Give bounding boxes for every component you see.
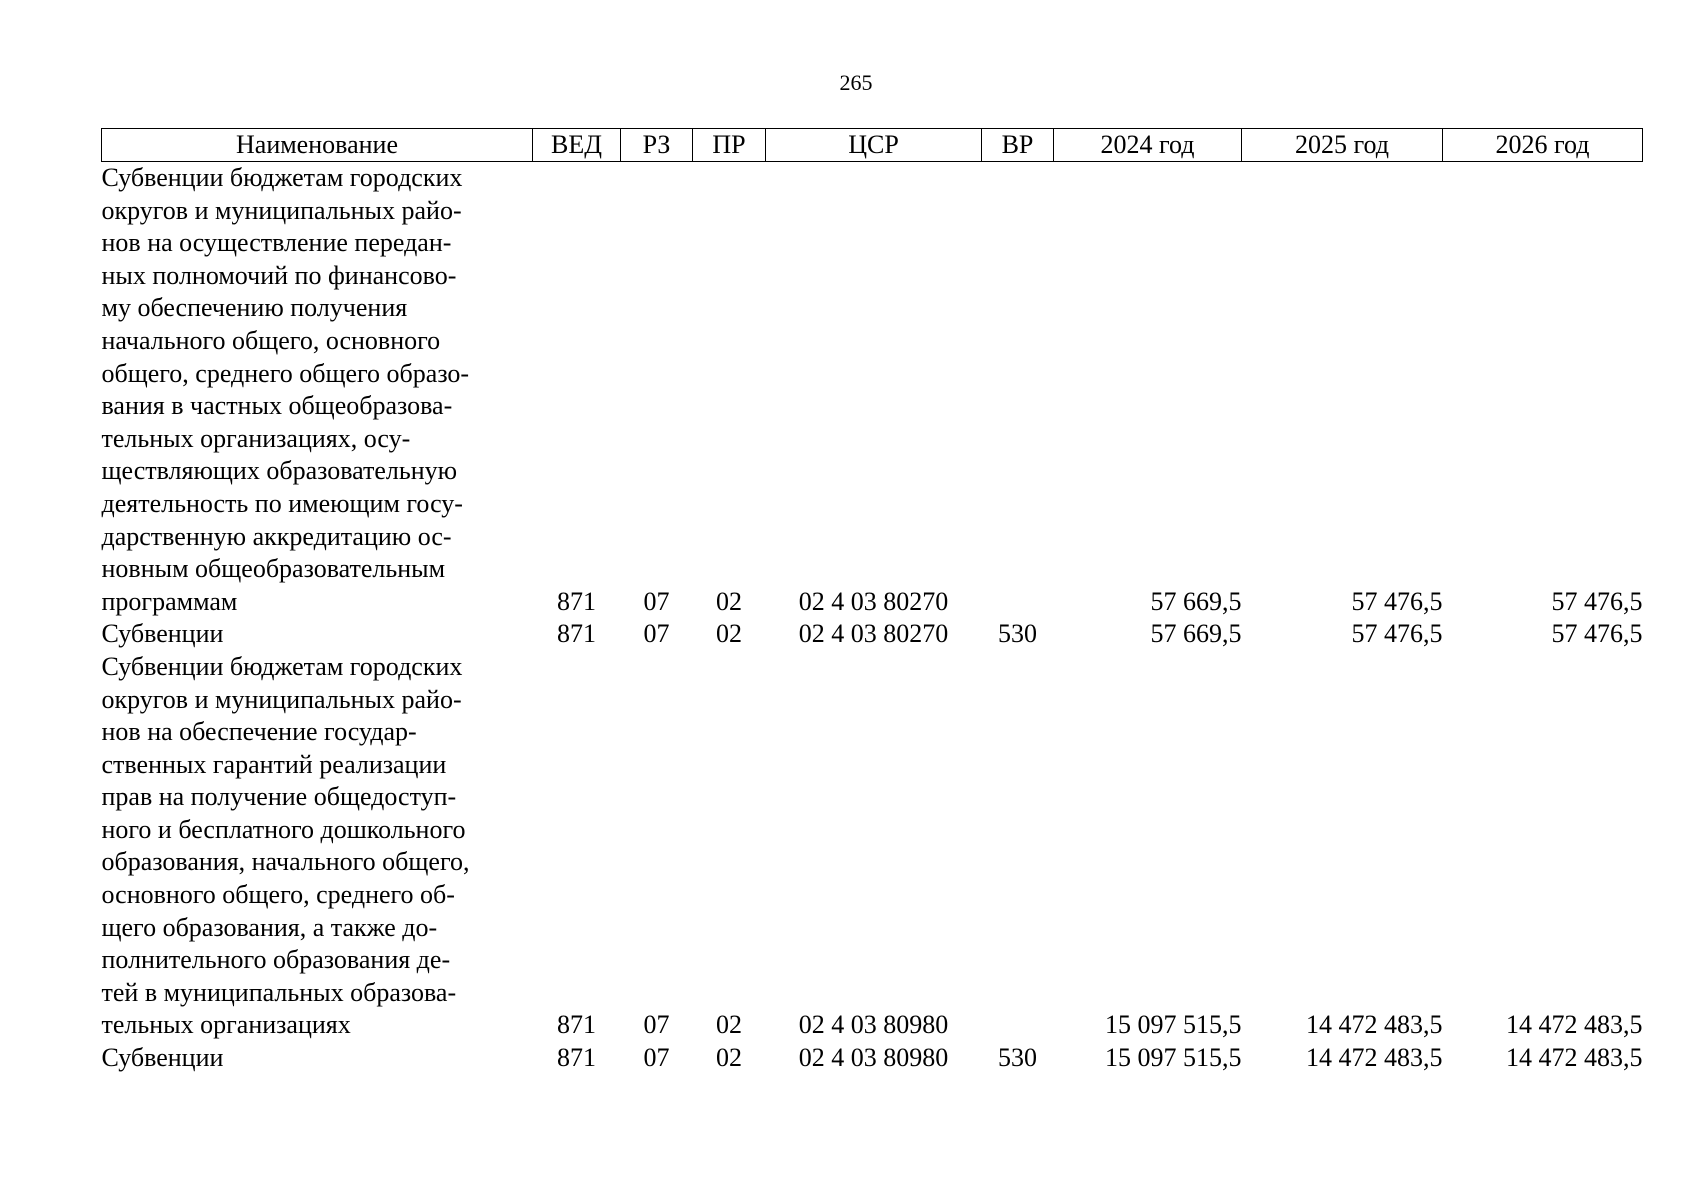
cell-y2025: 57 476,5 [1351,619,1443,649]
column-header-csr: ЦСР [766,129,982,162]
cell-y2026: 14 472 483,5 [1506,1010,1643,1040]
cell-y2024: 57 669,5 [1150,619,1242,649]
row-name-line: основного общего, среднего об- [101,880,455,910]
budget-table [101,128,1643,1075]
cell-y2025: 57 476,5 [1351,586,1443,616]
cell-ved: 871 [557,586,596,616]
column-header-rz: РЗ [621,129,693,162]
column-header-vr: ВР [982,129,1054,162]
row-name-line: му обеспечению получения [101,293,408,323]
row-name-line: щего образования, а также до- [101,912,438,942]
column-header-2024: 2024 год [1054,129,1242,162]
table-body [102,162,1643,1075]
table-row [102,618,1643,651]
column-header-ved: ВЕД [533,129,621,162]
row-name-cell [102,618,533,651]
row-name-line: нов на осуществление передан- [101,228,452,258]
cell-vr: 530 [998,1043,1037,1073]
row-name-line: Субвенции [101,619,224,649]
row-name-line: полнительного образования де- [101,945,451,975]
cell-rz: 07 [643,1043,670,1073]
cell-y2025: 14 472 483,5 [1306,1010,1443,1040]
cell-rz: 07 [643,1010,670,1040]
cell-csr: 02 4 03 80270 [798,586,949,616]
cell-vr [982,651,1054,1042]
cell-rz: 07 [643,619,670,649]
row-name-line: Субвенции бюджетам городских [101,163,463,192]
cell-y2024: 15 097 515,5 [1105,1043,1242,1073]
cell-rz: 07 [643,586,670,616]
row-name-line: программам [101,586,238,616]
row-name-cell [102,162,533,619]
row-name-line: прав на получение общедоступ- [101,782,457,812]
row-name-cell [102,651,533,1042]
row-name-line: ного и бесплатного дошкольного [101,814,466,844]
column-header-2025: 2025 год [1242,129,1443,162]
cell-y2026: 14 472 483,5 [1506,1043,1643,1073]
table-row [102,162,1643,619]
row-name-line: ственных гарантий реализации [101,749,447,779]
cell-csr: 02 4 03 80270 [798,619,949,649]
table-row [102,1042,1643,1075]
cell-pr: 02 [716,1010,742,1040]
cell-csr: 02 4 03 80980 [798,1043,949,1073]
table-row [102,651,1643,1042]
row-name-line: округов и муниципальных райо- [101,684,462,714]
cell-ved: 871 [557,1010,596,1040]
cell-ved: 871 [557,1043,596,1073]
row-name-line: дарственную аккредитацию ос- [101,521,452,551]
cell-pr: 02 [716,1043,742,1073]
row-name-line: вания в частных общеобразова- [101,391,453,421]
table-header-row [102,129,1643,162]
cell-csr: 02 4 03 80980 [798,1010,949,1040]
row-name-line: нов на обеспечение государ- [101,717,417,747]
row-name-line: тей в муниципальных образова- [101,977,457,1007]
cell-vr [982,162,1054,619]
row-name-line: тельных организациях [101,1010,351,1040]
column-header-2026: 2026 год [1443,129,1643,162]
row-name-line: деятельность по имеющим госу- [101,488,463,518]
row-name-line: ных полномочий по финансово- [101,260,457,290]
row-name-line: ществляющих образовательную [101,456,458,486]
page-number: 265 [839,70,873,95]
cell-y2026: 57 476,5 [1551,619,1643,649]
row-name-line: Субвенции [101,1043,224,1073]
row-name-line: начального общего, основного [101,325,441,355]
cell-y2025: 14 472 483,5 [1306,1043,1443,1073]
cell-ved: 871 [557,619,596,649]
column-header-pr: ПР [693,129,766,162]
row-name-cell [102,1042,533,1075]
cell-pr: 02 [716,619,742,649]
row-name-line: Субвенции бюджетам городских [101,651,463,681]
cell-y2024: 15 097 515,5 [1105,1010,1242,1040]
row-name-line: образования, начального общего, [101,847,470,877]
cell-vr: 530 [998,619,1037,649]
cell-y2026: 57 476,5 [1551,586,1643,616]
row-name-line: округов и муниципальных райо- [101,195,462,225]
row-name-line: тельных организациях, осу- [101,423,411,453]
row-name-line: общего, среднего общего образо- [101,358,470,388]
cell-y2024: 57 669,5 [1150,586,1242,616]
row-name-line: новным общеобразовательным [101,554,446,584]
cell-pr: 02 [716,586,742,616]
column-header-name: Наименование [102,129,533,162]
